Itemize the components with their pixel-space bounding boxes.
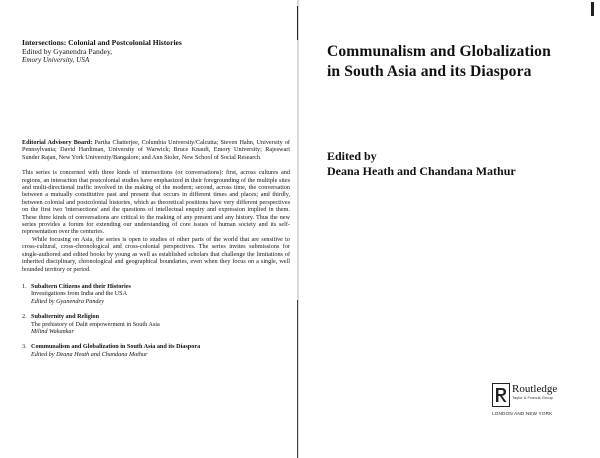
publisher-name: Routledge <box>512 383 558 395</box>
book-title: Subalternity and Religion <box>31 313 100 321</box>
series-description: This series is concerned with three kinds of intersections (or conversations): first, across cultures and regions, an interaction that postcolonial studies have emphasized in their foregrounding of the multiple sites and multi-directional traffic involved in the making of the modern; second, across time, the conversation between a mutually constitutive past and present that occurs in different times and places; and thirdly, between colonial and postcolonial histories, which as theoretical positions have very different perspectives on the first two 'intersections' and the questions of intellectual enquiry and expression implied in them. These three kinds of conversations are critical to the making of any present and any history. Thus the new series provides a forum for extending our understanding of core issues of human society and its self-representation over the centuries. <box>22 169 290 236</box>
publisher-location: LONDON AND NEW YORK <box>492 411 553 416</box>
book-number: 2. <box>22 313 27 321</box>
gutter-scan-mark <box>297 6 298 40</box>
series-title: Intersections: Colonial and Postcolonial Histories <box>22 38 182 47</box>
corner-scan-mark <box>591 2 594 16</box>
series-description-2: While focusing on Asia, the series is open to studies of other parts of the world that are sensitive to cross-cultural, cross-chronological and cross-colonial perspectives. The series invites submissions for single-authored and edited books by young as well as established scholars that challenge the limitations of inherited disciplinary, chronological and geographical boundaries, even when they focus on a single, well bounded territory or period. <box>22 235 290 273</box>
list-item <box>22 313 290 335</box>
title-page <box>327 42 589 179</box>
book-title-line-2: in South Asia and its Diaspora <box>327 62 532 80</box>
book-title-heading <box>327 42 589 81</box>
book-editor: Edited by Deana Heath and Chandana Mathur <box>31 350 148 358</box>
book-editor: Edited by Gyanendra Pandey <box>31 297 105 305</box>
series-book-list <box>22 283 290 358</box>
series-editor: Edited by Gyanendra Pandey, <box>22 47 113 56</box>
book-title: Subaltern Citizens and their Histories <box>31 282 131 290</box>
book-number: 1. <box>22 282 27 290</box>
list-item <box>22 283 290 305</box>
gutter-scan-mark <box>297 300 298 458</box>
book-title: Communalism and Globalization in South Asia and its Diaspora <box>31 343 201 351</box>
book-subtitle: Investigations from India and the USA <box>31 290 128 298</box>
routledge-logo-icon <box>492 383 510 407</box>
series-affiliation: Emory University, USA <box>22 56 90 64</box>
book-number: 3. <box>22 343 27 351</box>
book-subtitle: The prehistory of Dalit empowerment in South Asia <box>31 320 160 328</box>
advisory-board-label: Editorial Advisory Board: <box>22 139 93 146</box>
book-editors: Deana Heath and Chandana Mathur <box>327 164 516 178</box>
publisher-subtitle: Taylor & Francis Group <box>512 395 553 400</box>
advisory-board-text: Partha Chatterjee, Columbia University/Calcutta; Steven Hahn, University of Pennsylvania; David Hardiman, University of Warwick; Bruce Knauft, Emory University; Rajeswari Sunder Rajan, New York University/Bangalore; and Ann Stoler, New School of Social Research. <box>22 139 290 161</box>
advisory-board <box>22 139 290 161</box>
edited-by-label: Edited by <box>327 149 377 163</box>
series-page <box>22 38 290 366</box>
publisher-imprint <box>492 383 592 423</box>
book-title-line-1: Communalism and Globalization <box>327 43 551 60</box>
book-editor: Milind Wakankar <box>31 327 74 335</box>
list-item <box>22 343 290 358</box>
